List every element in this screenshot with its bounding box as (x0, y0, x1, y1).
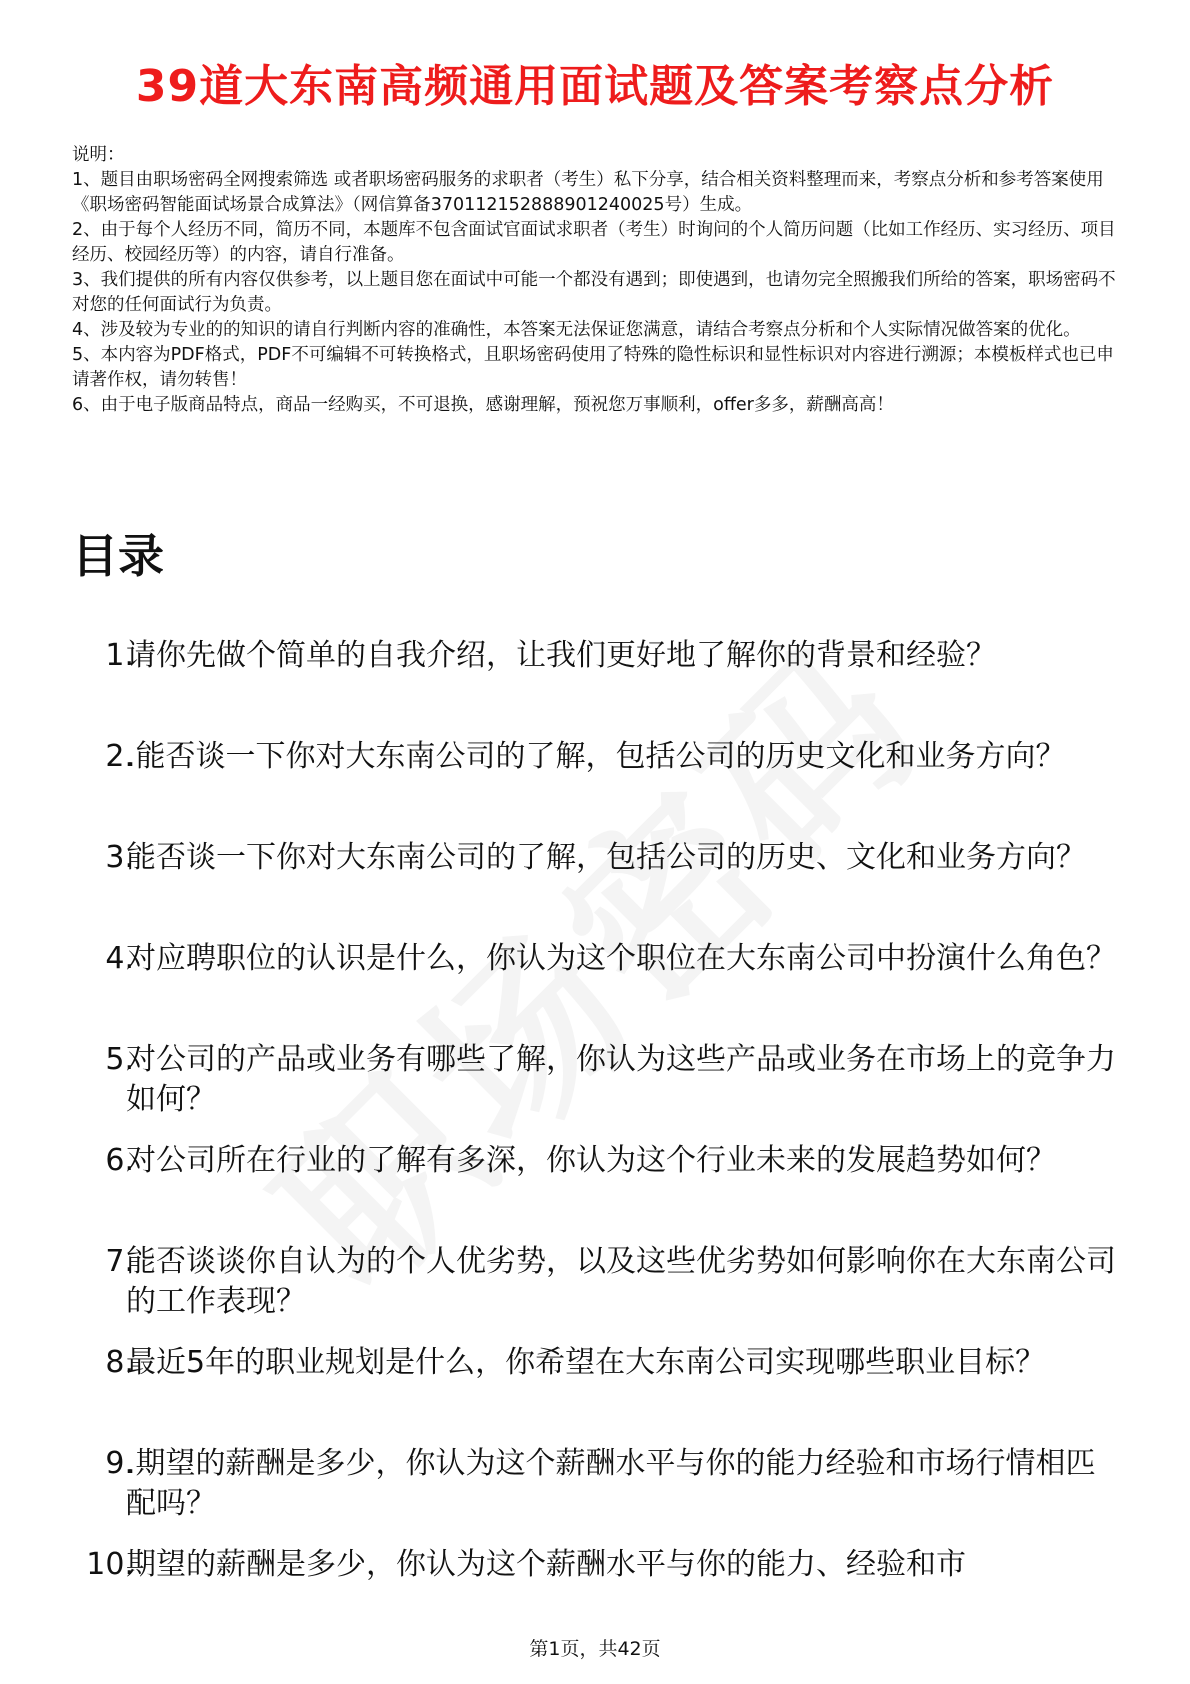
toc-item-text[interactable]: 能否谈谈你自认为的个人优劣势，以及这些优劣势如何影响你在大东南公司的工作表现？ (126, 1244, 1116, 1319)
toc-item[interactable] (0, 636, 1190, 737)
toc-item-text[interactable]: 对应聘职位的认识是什么，你认为这个职位在大东南公司中扮演什么角色？ (126, 941, 1116, 976)
toc-item-text[interactable]: 期望的薪酬是多少，你认为这个薪酬水平与你的能力、经验和市 (126, 1547, 966, 1582)
note-item: 2、由于每个人经历不同，简历不同，本题库不包含面试官面试求职者（考生）时询问的个人简历问题（比如工作经历、实习经历、项目经历、校园经历等）的内容，请自行准备。 (72, 220, 1116, 265)
notes-heading: 说明： (72, 145, 125, 165)
toc-item-number: 9. (105, 1446, 134, 1481)
toc-item[interactable] (0, 1343, 1190, 1444)
note-item: 1、题目由职场密码全网搜索筛选 或者职场密码服务的求职者（考生）私下分享，结合相关资料整理而来，考察点分析和参考答案使用《职场密码智能面试场景合成算法》（网信算备370112152888901240025号）生成。 (72, 170, 1104, 215)
note-item: 5、本内容为PDF格式，PDF不可编辑不可转换格式，且职场密码使用了特殊的隐性标识和显性标识对内容进行溯源；本模板样式也已申请著作权，请勿转售！ (72, 345, 1114, 390)
toc-item-number: 10. (86, 1547, 134, 1582)
toc-item-text[interactable]: 请你先做个简单的自我介绍，让我们更好地了解你的背景和经验？ (126, 638, 996, 673)
toc-item-number: 7. (105, 1244, 134, 1279)
note-item: 6、由于电子版商品特点，商品一经购买，不可退换，感谢理解，预祝您万事顺利，offer多多，薪酬高高！ (72, 395, 894, 415)
toc-item-text[interactable]: 对公司的产品或业务有哪些了解，你认为这些产品或业务在市场上的竞争力如何？ (126, 1042, 1116, 1117)
toc-item-text[interactable]: 能否谈一下你对大东南公司的了解，包括公司的历史、文化和业务方向？ (126, 840, 1086, 875)
toc-item[interactable] (0, 838, 1190, 939)
toc-item[interactable] (0, 939, 1190, 1040)
page-title: 39道大东南高频通用面试题及答案考察点分析 (135, 61, 1055, 112)
toc-item[interactable] (0, 1545, 1190, 1646)
toc-item-number: 4. (105, 941, 134, 976)
note-item: 4、涉及较为专业的的知识的请自行判断内容的准确性，本答案无法保证您满意，请结合考察点分析和个人实际情况做答案的优化。 (72, 320, 1081, 340)
toc-item-text[interactable]: 最近5年的职业规划是什么，你希望在大东南公司实现哪些职业目标？ (126, 1345, 1046, 1380)
toc-item[interactable] (0, 1141, 1190, 1242)
toc-item-text[interactable]: 对公司所在行业的了解有多深，你认为这个行业未来的发展趋势如何？ (126, 1143, 1056, 1178)
toc-item[interactable] (0, 1242, 1190, 1343)
page-footer: 第1页，共42页 (529, 1638, 661, 1660)
toc-heading: 目录 (72, 529, 164, 583)
toc-item-number: 5. (105, 1042, 134, 1077)
toc-item[interactable] (0, 1040, 1190, 1141)
toc-item-number: 1. (105, 638, 134, 673)
toc-item-number: 2. (105, 739, 134, 774)
notes-section (72, 143, 1120, 418)
toc-item-number: 3. (105, 840, 134, 875)
toc-item[interactable] (0, 737, 1190, 838)
toc-item[interactable] (0, 1444, 1190, 1545)
toc-item-number: 8. (105, 1345, 134, 1380)
toc-list (0, 636, 1190, 1646)
toc-item-text[interactable]: .能否谈一下你对大东南公司的了解，包括公司的历史文化和业务方向？ (126, 739, 1066, 774)
note-item: 3、我们提供的所有内容仅供参考，以上题目您在面试中可能一个都没有遇到；即使遇到，也请勿完全照搬我们所给的答案，职场密码不对您的任何面试行为负责。 (72, 270, 1116, 315)
toc-item-text[interactable]: .期望的薪酬是多少，你认为这个薪酬水平与你的能力经验和市场行情相匹配吗？ (126, 1446, 1096, 1521)
toc-item-number: 6. (105, 1143, 134, 1178)
